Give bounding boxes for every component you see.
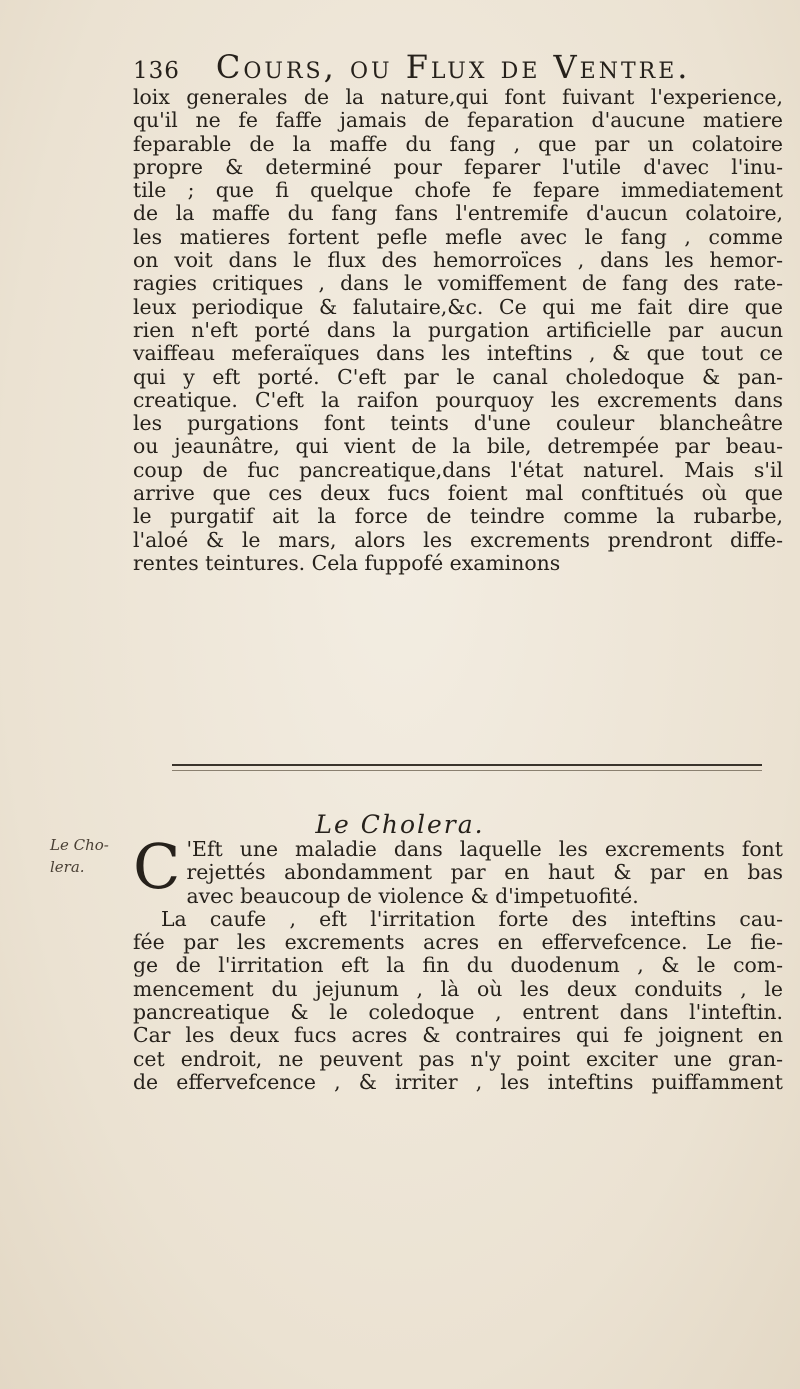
top-paragraph — [133, 86, 783, 575]
text-line: fée par les excrements acres en effervefcence. Le fie- — [133, 931, 783, 955]
text-line: ragies critiques , dans le vomiffement de fang des rate- — [133, 272, 783, 296]
margin-note: Le Cho-lera. — [50, 836, 109, 876]
text-line: qui y eft porté. C'eft par le canal choledoque & pan- — [133, 365, 783, 389]
running-title: Cours, ou Flux de Ventre. — [215, 48, 691, 86]
text-line: les matieres fortent pefle mefle avec le fang , comme — [133, 225, 783, 249]
text-line: de effervefcence , & irriter , les inteftins puiffamment — [133, 1070, 783, 1094]
text-line: les purgations font teints d'une couleur blancheâtre — [133, 412, 783, 436]
text-line: mencement du jejunum , là où les deux conduits , le — [133, 977, 783, 1001]
text-line: Car les deux fucs acres & contraires qui fe joignent en — [133, 1024, 783, 1048]
text-line: leux periodique & falutaire,&c. Ce qui me fait dire que — [133, 295, 783, 319]
cholera-paragraph — [133, 830, 783, 1094]
page-number: 136 — [133, 58, 180, 84]
text-line: 'Eft une maladie dans laquelle les excrements font — [186, 838, 783, 861]
text-line: l'aloé & le mars, alors les excrements prendront diffe- — [133, 528, 783, 552]
text-line: creatique. C'eft la raifon pourquoy les excrements dans — [133, 388, 783, 412]
text-line: ge de l'irritation eft la fin du duodenum , & le com- — [133, 954, 783, 978]
text-line: le purgatif ait la force de teindre comme la rubarbe, — [133, 505, 783, 529]
text-line: arrive que ces deux fucs foient mal conftitués où que — [133, 482, 783, 506]
text-line: loix generales de la nature,qui font fuivant l'experience, — [133, 86, 783, 109]
text-line: rentes teintures. Cela fuppofé examinons — [133, 551, 561, 575]
text-line: ou jeaunâtre, qui vient de la bile, detrempée par beau- — [133, 435, 783, 459]
text-line: propre & determiné pour feparer l'utile d'avec l'inu- — [133, 155, 783, 179]
text-line: rejettés abondamment par en haut & par en bas — [186, 861, 783, 885]
text-line: pancreatique & le coledoque , entrent dans l'inteftin. — [133, 1001, 783, 1025]
text-line: qu'il ne fe faffe jamais de feparation d'aucune matiere — [133, 109, 783, 133]
text-line: coup de fuc pancreatique,dans l'état naturel. Mais s'il — [133, 458, 783, 482]
text-line: feparable de la maffe du fang , que par un colatoire — [133, 132, 783, 156]
text-line: tile ; que fi quelque chofe fe fepare immediatement — [133, 179, 783, 203]
text-line: rien n'eft porté dans la purgation artificielle par aucun — [133, 318, 783, 342]
text-line: avec beaucoup de violence & d'impetuofité. — [186, 884, 639, 908]
text-line: vaiffeau meferaïques dans les inteftins , & que tout ce — [133, 342, 783, 366]
section-title: Le Cholera. — [315, 810, 485, 839]
text-line: cet endroit, ne peuvent pas n'y point exciter une gran- — [133, 1047, 783, 1071]
text-line: de la maffe du fang fans l'entremife d'aucun colatoire, — [133, 202, 783, 226]
text-line: on voit dans le flux des hemorroïces , dans les hemor- — [133, 249, 783, 273]
section-divider — [172, 764, 762, 771]
text-line: La caufe , eft l'irritation forte des inteftins cau- — [161, 907, 783, 931]
drop-cap: C — [133, 830, 181, 903]
